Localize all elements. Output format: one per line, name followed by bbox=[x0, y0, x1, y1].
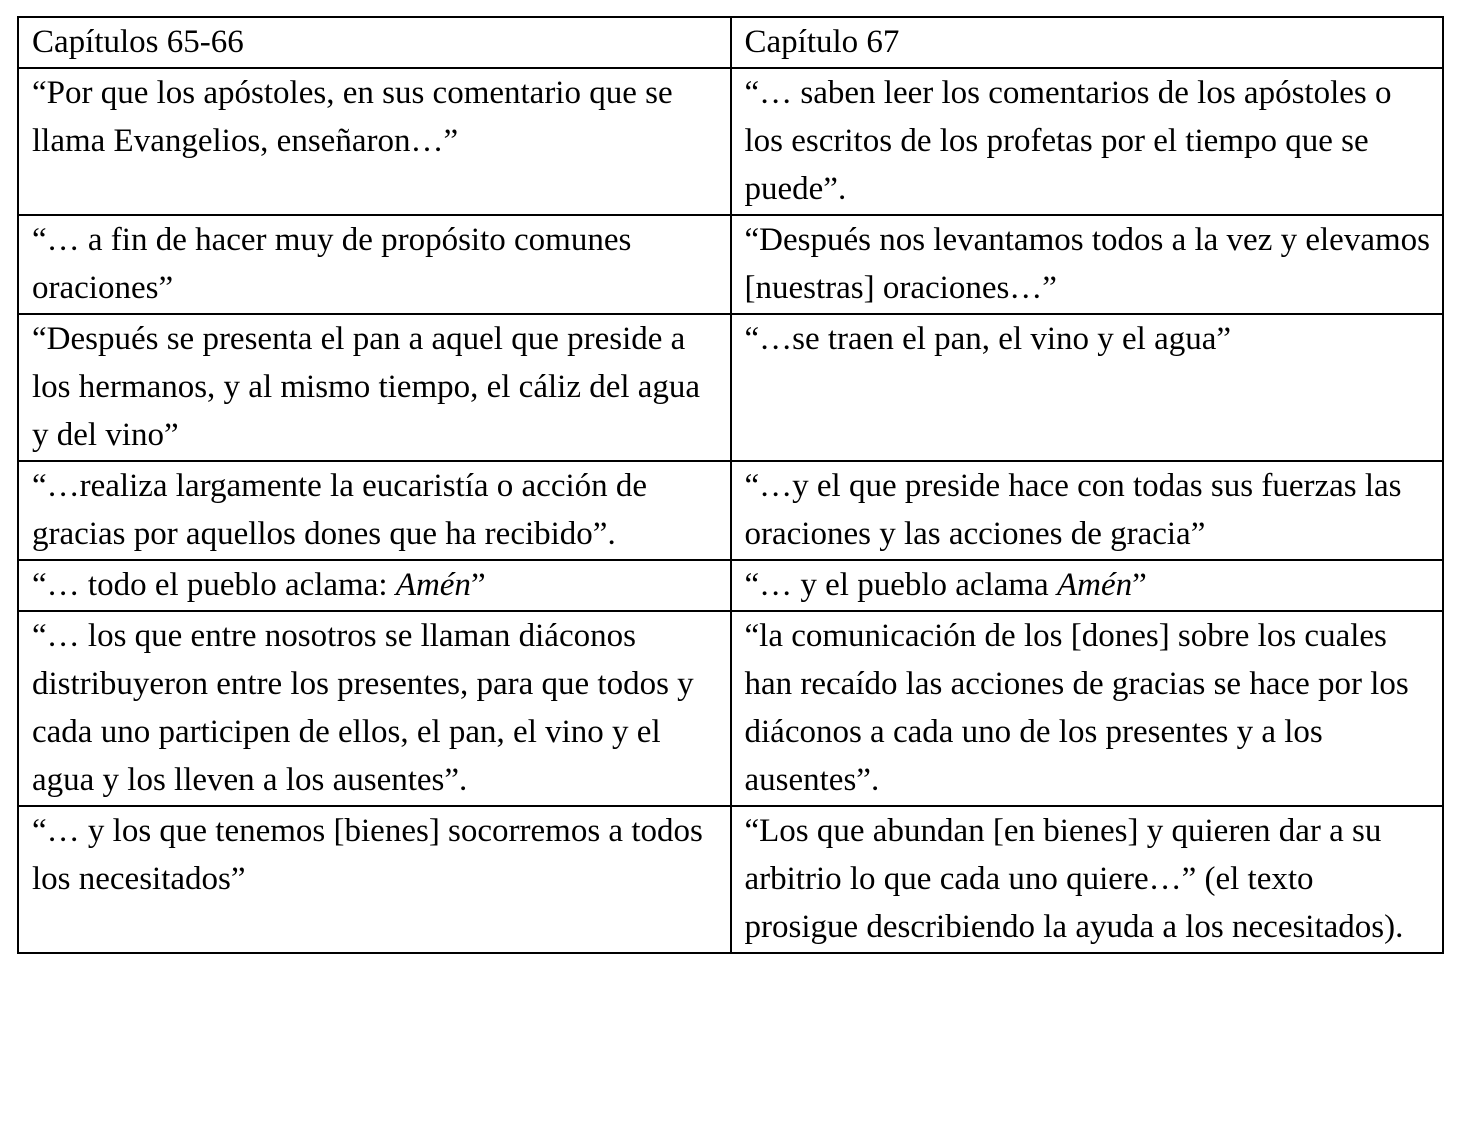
text-segment: “… y los que tenemos [bienes] socorremos a todos los necesitados” bbox=[32, 813, 703, 897]
cell-right bbox=[731, 68, 1444, 215]
cell-right bbox=[731, 611, 1444, 806]
comparison-table bbox=[17, 16, 1444, 954]
cell-left bbox=[18, 806, 731, 953]
cell-left bbox=[18, 215, 731, 314]
table-row bbox=[18, 560, 1443, 611]
text-segment: “… los que entre nosotros se llaman diáconos distribuyeron entre los presentes, para que todos y cada uno participen de ellos, el pan, el vino y el agua y los lleven a los ausentes”. bbox=[32, 618, 694, 798]
text-segment: “la comunicación de los [dones] sobre los cuales han recaído las acciones de gracias se hace por los diáconos a cada uno de los presentes y a los ausentes”. bbox=[744, 618, 1409, 798]
table-row bbox=[18, 68, 1443, 215]
cell-right bbox=[731, 314, 1444, 461]
table-row bbox=[18, 215, 1443, 314]
cell-left bbox=[18, 314, 731, 461]
header-cell-left: Capítulos 65-66 bbox=[18, 17, 731, 68]
cell-left bbox=[18, 461, 731, 560]
text-segment: “… a fin de hacer muy de propósito comunes oraciones” bbox=[32, 222, 632, 306]
cell-left bbox=[18, 560, 731, 611]
table-row bbox=[18, 611, 1443, 806]
text-segment: “Después se presenta el pan a aquel que preside a los hermanos, y al mismo tiempo, el cáliz del agua y del vino” bbox=[32, 321, 701, 453]
header-row bbox=[18, 17, 1443, 68]
header-cell-right: Capítulo 67 bbox=[731, 17, 1444, 68]
text-segment: “…realiza largamente la eucaristía o acción de gracias por aquellos dones que ha recibido”. bbox=[32, 468, 648, 552]
text-segment: “…y el que preside hace con todas sus fuerzas las oraciones y las acciones de gracia” bbox=[744, 468, 1402, 552]
cell-right bbox=[731, 215, 1444, 314]
cell-right bbox=[731, 560, 1444, 611]
cell-left bbox=[18, 68, 731, 215]
text-segment: “… todo el pueblo aclama: bbox=[32, 567, 396, 603]
text-segment: “… saben leer los comentarios de los apóstoles o los escritos de los profetas por el tiempo que se puede”. bbox=[744, 75, 1392, 207]
text-segment: “… y el pueblo aclama bbox=[744, 567, 1057, 603]
cell-right bbox=[731, 806, 1444, 953]
cell-left bbox=[18, 611, 731, 806]
table-row bbox=[18, 314, 1443, 461]
text-segment: ” bbox=[1132, 567, 1147, 603]
text-segment: “Por que los apóstoles, en sus comentario que se llama Evangelios, enseñaron…” bbox=[32, 75, 673, 159]
italic-text-segment: Amén bbox=[1056, 567, 1133, 603]
cell-right bbox=[731, 461, 1444, 560]
table-row bbox=[18, 806, 1443, 953]
table-row bbox=[18, 461, 1443, 560]
italic-text-segment: Amén bbox=[395, 567, 471, 603]
text-segment: ” bbox=[470, 567, 486, 603]
text-segment: “…se traen el pan, el vino y el agua” bbox=[744, 321, 1232, 357]
text-segment: “Los que abundan [en bienes] y quieren dar a su arbitrio lo que cada uno quiere…” (el texto prosigue describiendo la ayuda a los necesitados). bbox=[744, 813, 1404, 945]
text-segment: “Después nos levantamos todos a la vez y elevamos [nuestras] oraciones…” bbox=[744, 222, 1430, 306]
